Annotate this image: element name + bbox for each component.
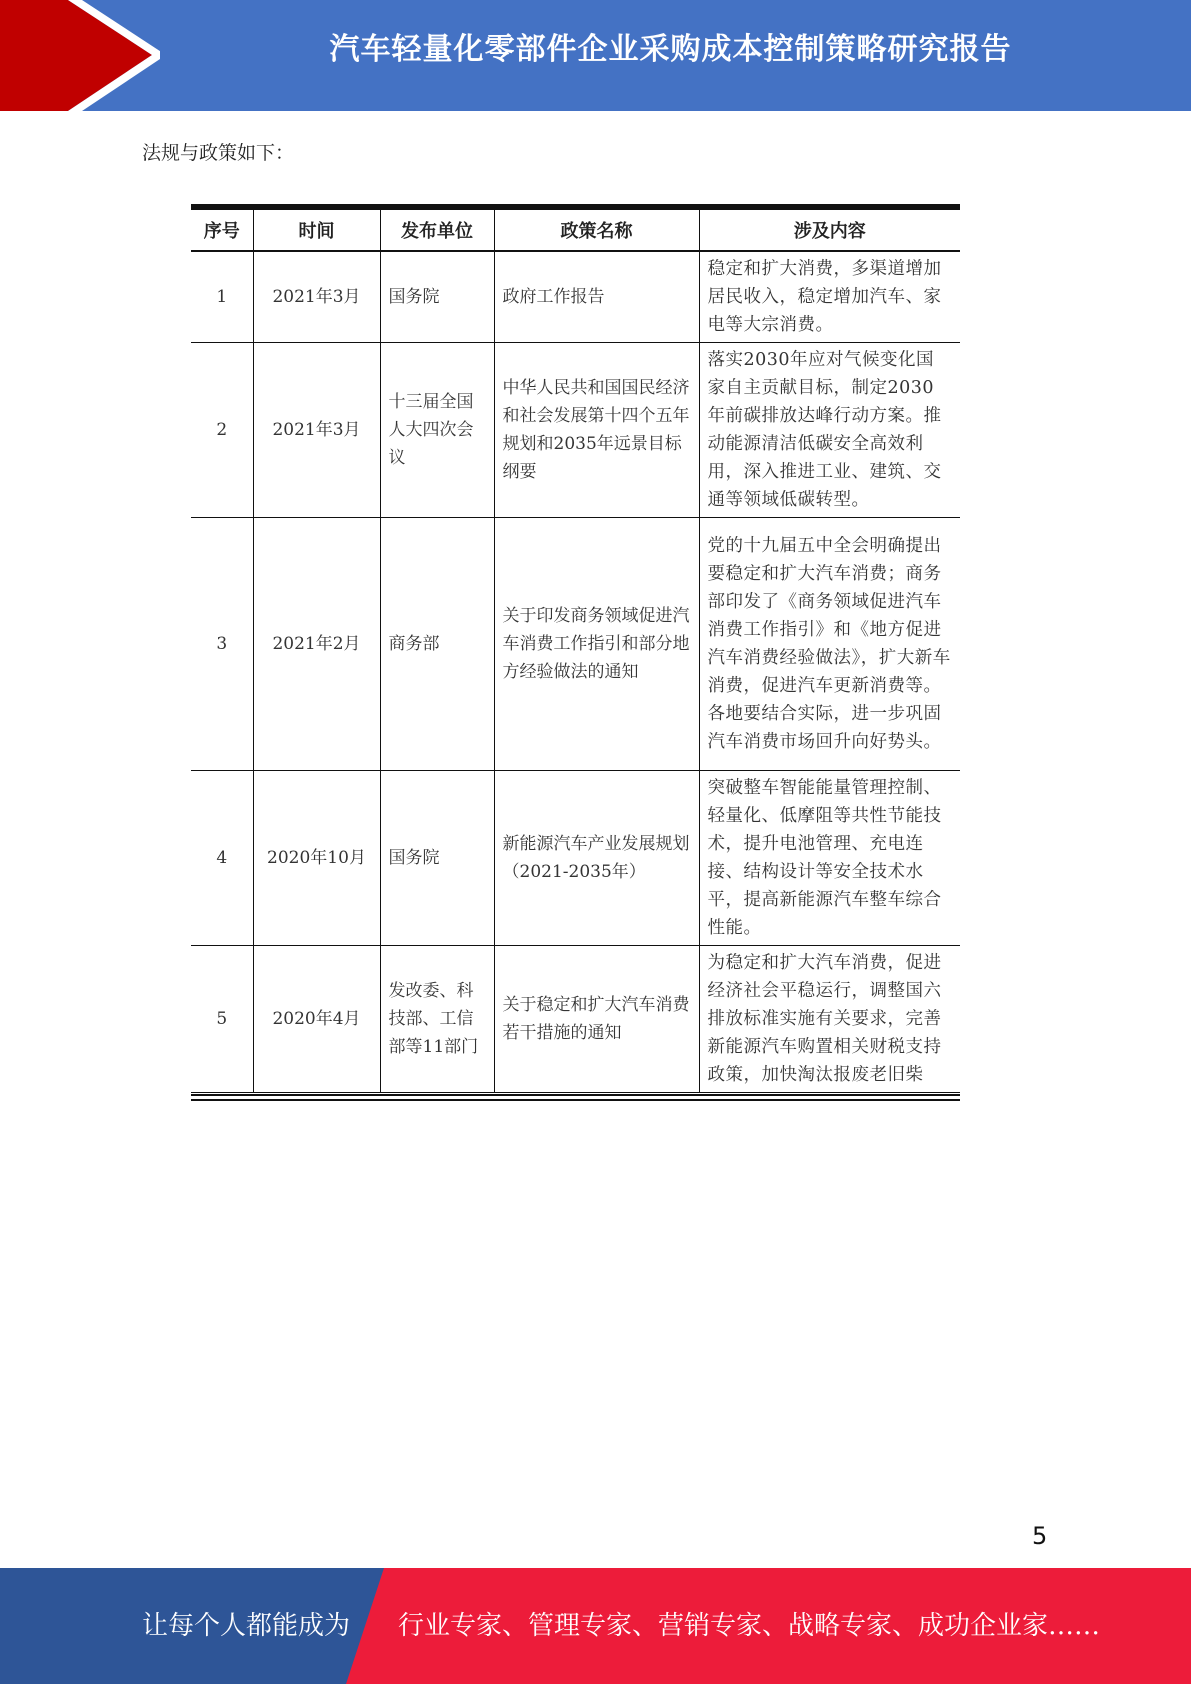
cell-date: 2020年4月 [253,946,380,1093]
cell-policy: 新能源汽车产业发展规划（2021-2035年） [494,771,699,946]
page-footer [0,1568,1191,1684]
table-row [191,771,960,946]
col-header-date: 时间 [253,207,380,251]
col-header-no: 序号 [191,207,253,251]
cell-policy: 关于印发商务领域促进汽车消费工作指引和部分地方经验做法的通知 [494,518,699,771]
cell-content: 稳定和扩大消费，多渠道增加居民收入，稳定增加汽车、家电等大宗消费。 [699,251,960,343]
col-header-policy: 政策名称 [494,207,699,251]
col-header-content: 涉及内容 [699,207,960,251]
cell-content: 落实2030年应对气候变化国家自主贡献目标，制定2030年前碳排放达峰行动方案。推动能源清洁低碳安全高效利用，深入推进工业、建筑、交通等领域低碳转型。 [699,343,960,518]
cell-date: 2020年10月 [253,771,380,946]
table-row [191,343,960,518]
cell-no: 1 [191,251,253,343]
header-chevron-icon [0,0,160,111]
cell-date: 2021年3月 [253,251,380,343]
cell-content: 突破整车智能能量管理控制、轻量化、低摩阻等共性节能技术，提升电池管理、充电连接、结构设计等安全技术水平，提高新能源汽车整车综合性能。 [699,771,960,946]
footer-slogan-right: 行业专家、管理专家、营销专家、战略专家、成功企业家…… [398,1611,1101,1641]
cell-issuer: 发改委、科技部、工信部等11部门 [380,946,494,1093]
cell-issuer: 十三届全国人大四次会议 [380,343,494,518]
cell-issuer: 商务部 [380,518,494,771]
table-row [191,946,960,1093]
col-header-issuer: 发布单位 [380,207,494,251]
page-header [0,0,1191,111]
table-header-row [191,207,960,251]
cell-policy: 关于稳定和扩大汽车消费若干措施的通知 [494,946,699,1093]
policy-table [191,204,960,1093]
cell-no: 2 [191,343,253,518]
policy-table-container [191,204,960,1101]
cell-policy: 政府工作报告 [494,251,699,343]
cell-no: 3 [191,518,253,771]
report-title: 汽车轻量化零部件企业采购成本控制策略研究报告 [329,32,1012,67]
cell-date: 2021年2月 [253,518,380,771]
footer-slogan-left: 让每个人都能成为 [142,1611,351,1641]
page-number: 5 [1032,1522,1048,1550]
cell-no: 4 [191,771,253,946]
table-bottom-rule [191,1094,960,1101]
cell-content: 党的十九届五中全会明确提出要稳定和扩大汽车消费；商务部印发了《商务领域促进汽车消费工作指引》和《地方促进汽车消费经验做法》，扩大新车消费，促进汽车更新消费等。各地要结合实际，进一步巩固汽车消费市场回升向好势头。 [699,518,960,771]
cell-content: 为稳定和扩大汽车消费，促进经济社会平稳运行，调整国六排放标准实施有关要求，完善新能源汽车购置相关财税支持政策，加快淘汰报废老旧柴 [699,946,960,1093]
intro-text: 法规与政策如下： [142,142,295,164]
table-row [191,251,960,343]
cell-date: 2021年3月 [253,343,380,518]
cell-no: 5 [191,946,253,1093]
cell-policy: 中华人民共和国国民经济和社会发展第十四个五年规划和2035年远景目标纲要 [494,343,699,518]
cell-issuer: 国务院 [380,251,494,343]
cell-issuer: 国务院 [380,771,494,946]
table-row [191,518,960,771]
